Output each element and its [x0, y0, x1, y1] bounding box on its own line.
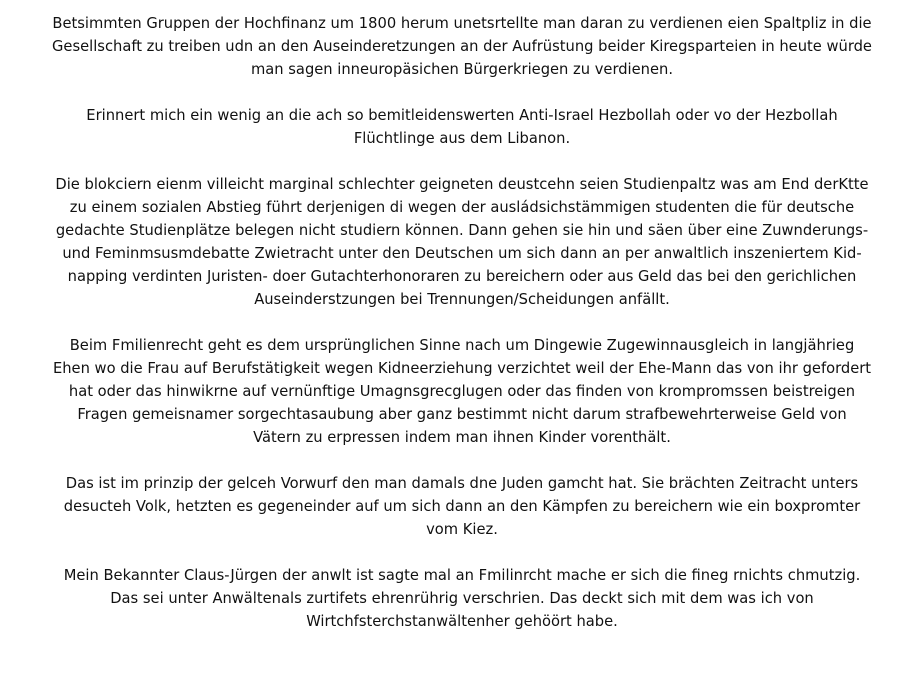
- text-line: Das sei unter Anwältenals zurtifets ehrenrührig verschrien. Das deckt sich mit dem was ich von: [110, 590, 814, 607]
- text-line: Beim Fmilienrecht geht es dem ursprünglichen Sinne nach um Dingewie Zugewinnausgleich in langjährieg: [69, 337, 855, 354]
- text-line: napping verdinten Juristen- doer Gutachterhonoraren zu bereichern oder aus Geld das bei den gerichlichen: [67, 268, 857, 285]
- text-line: gedachte Studienplätze belegen nicht studiern können. Dann gehen sie hin und säen über eine Zuwnderungs-: [55, 222, 869, 239]
- paragraph-1: [14, 12, 910, 81]
- text-line: Fragen gemeisnamer sorgechtasaubung aber ganz bestimmt nicht darum strafbewehrterweise Geld von: [77, 406, 847, 423]
- paragraph-3: [14, 173, 910, 311]
- paragraph-6: [14, 564, 910, 633]
- paragraph-2: [14, 104, 910, 150]
- text-line: vom Kiez.: [426, 521, 498, 538]
- text-line: Das ist im prinzip der gelceh Vorwurf den man damals dne Juden gamcht hat. Sie brächten Zeitracht unters: [65, 475, 859, 492]
- text-line: Vätern zu erpressen indem man ihnen Kinder vorenthält.: [253, 429, 671, 446]
- text-line: Betsimmten Gruppen der Hochfinanz um 1800 herum unetsrtellte man daran zu verdienen eien Spaltpliz in die: [52, 15, 872, 32]
- text-line: Gesellschaft zu treiben udn an den Auseinderetzungen an der Aufrüstung beider Kiregsparteien in heute würde: [52, 38, 872, 55]
- text-line: Flüchtlinge aus dem Libanon.: [353, 130, 571, 147]
- text-line: Erinnert mich ein wenig an die ach so bemitleidenswerten Anti-Israel Hezbollah oder vo der Hezbollah: [86, 107, 838, 124]
- text-line: Die blokciern eienm villeicht marginal schlechter geigneten deustcehn seien Studienpaltz was am End derKtte: [55, 176, 869, 193]
- text-line: man sagen inneuropäsichen Bürgerkriegen zu verdienen.: [251, 61, 673, 78]
- text-line: Mein Bekannter Claus-Jürgen der anwlt ist sagte mal an Fmilinrcht mache er sich die fineg rnichts chmutzig.: [63, 567, 861, 584]
- text-line: Auseinderstzungen bei Trennungen/Scheidungen anfällt.: [254, 291, 670, 308]
- text-line: zu einem sozialen Abstieg führt derjenigen di wegen der ausládsichstämmigen studenten die für deutsche: [69, 199, 855, 216]
- text-line: Ehen wo die Frau auf Berufstätigkeit wegen Kidneerziehung verzichtet weil der Ehe-Mann das von ihr gefordert: [52, 360, 872, 377]
- text-line: Wirtchfsterchstanwältenher gehöört habe.: [306, 613, 618, 630]
- text-line: hat oder das hinwikrne auf vernünftige Umagnsgrecglugen oder das finden von krompromssen beistreigen: [68, 383, 856, 400]
- paragraph-5: [14, 472, 910, 541]
- text-line: und Feminmsusmdebatte Zwietracht unter den Deutschen um sich dann an per anwaltlich inszeniertem Kid-: [62, 245, 862, 262]
- paragraph-4: [14, 334, 910, 449]
- text-line: desucteh Volk, hetzten es gegeneinder auf um sich dann an den Kämpfen zu bereichern wie ein boxpromter: [63, 498, 861, 515]
